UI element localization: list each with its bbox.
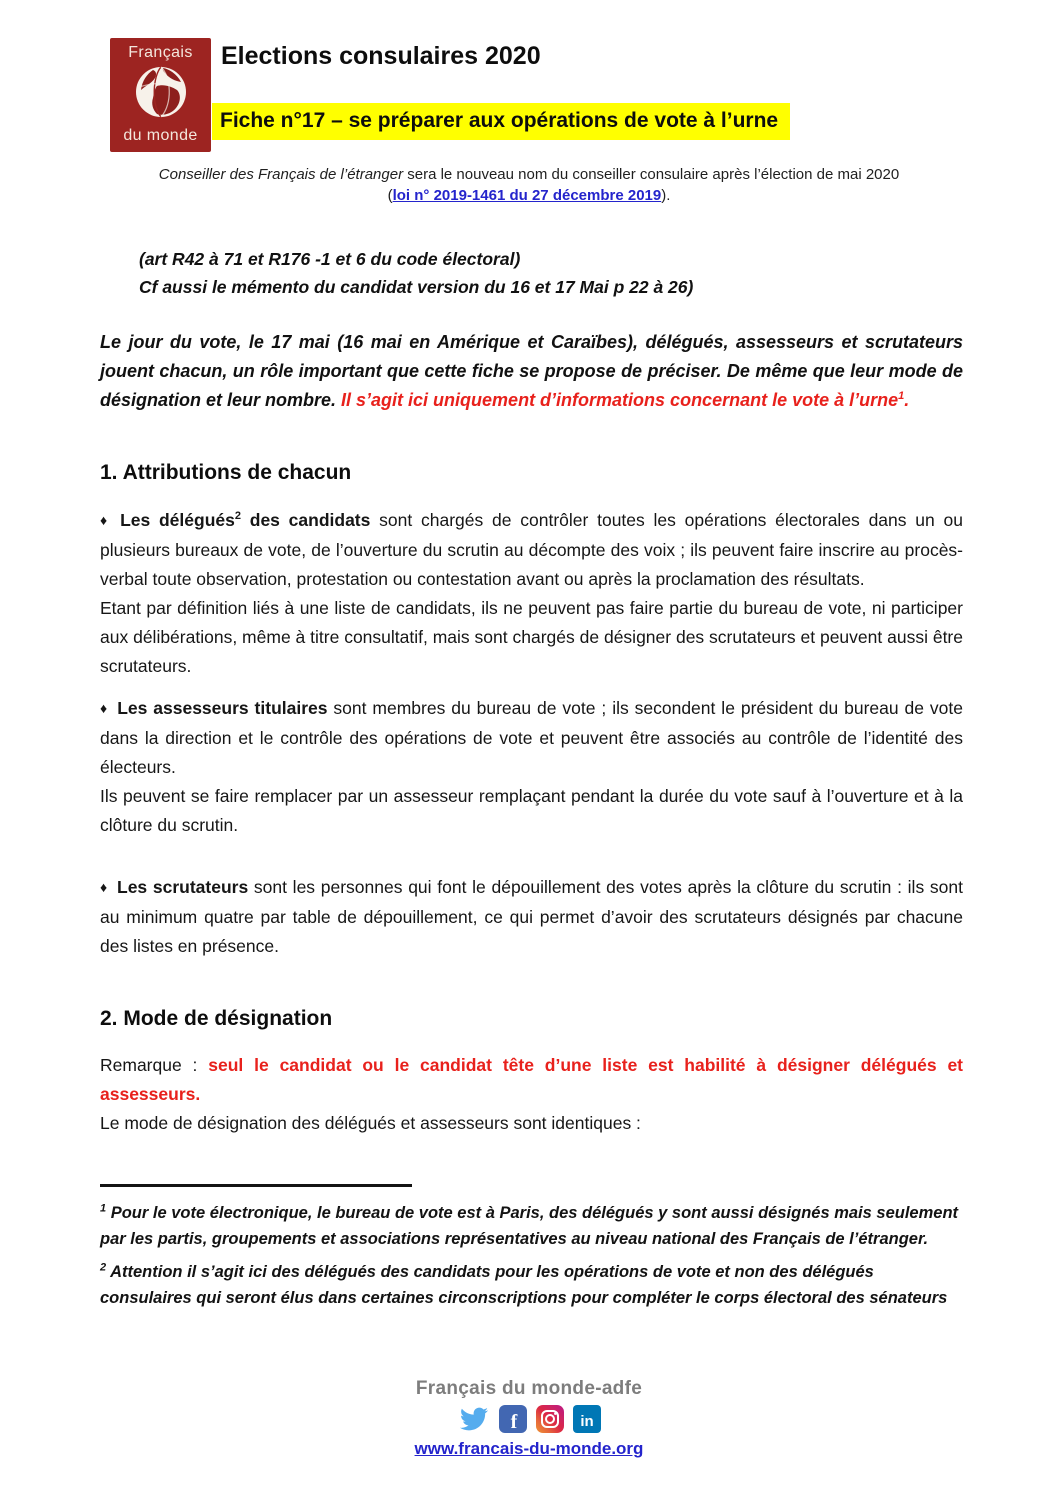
delegues-bold-lead: Les délégués: [120, 510, 235, 530]
intro-red-text: Il s’agit ici uniquement d’informations concernant le vote à l’urne: [341, 390, 899, 410]
footnote-1-text: Pour le vote électronique, le bureau de vote est à Paris, des délégués y sont aussi désignés mais seulement par les partis, groupements et associations représentatives au niveau national des Français de l’étranger.: [100, 1204, 959, 1248]
delegues-bold-tail: des candidats: [240, 510, 371, 530]
ref-line-2: Cf aussi le mémento du candidat version du 16 et 17 Mai p 22 à 26): [139, 277, 694, 297]
footnote-2-text: Attention il s’agit ici des délégués des candidats pour les opérations de vote et non des délégués consulaires qui seront élus dans certaines circonscriptions pour compléter le corps électoral des sénateurs: [100, 1263, 948, 1307]
intro-paragraph: [100, 328, 963, 415]
paragraph-scrutateurs: [100, 873, 963, 961]
footer: [0, 1378, 1058, 1459]
paragraph-remarque: [100, 1051, 963, 1109]
organization-name: Français du monde-adfe: [415, 1378, 643, 1399]
remarque-red-text: seul le candidat ou le candidat tête d’une liste est habilité à désigner délégués et assesseurs.: [100, 1055, 964, 1104]
footnote-1: [100, 1200, 963, 1252]
paragraph-delegues: [100, 506, 963, 594]
paragraph-assesseurs: [100, 694, 963, 782]
remarque-label: Remarque :: [100, 1055, 209, 1075]
paragraph-mode-designation: [100, 1109, 963, 1138]
section-2-heading: 2. Mode de désignation: [100, 1007, 333, 1030]
notice-italic-phrase: Conseiller des Français de l’étranger: [158, 166, 404, 183]
footnotes: [100, 1184, 963, 1318]
delegues-text: sont chargés de contrôler toutes les opérations électorales dans un ou plusieurs bureaux de vote, de l’ouverture du scrutin au décompte des voix ; ils peuvent faire inscrire au procès-verbal toute observation, protestation ou contestation avant ou après la proclamation des résultats.: [100, 510, 963, 589]
diamond-bullet-icon: ♦: [100, 700, 109, 716]
footnote-ref-2: 2: [234, 510, 241, 523]
paragraph-assesseurs-suite: [100, 782, 963, 840]
footnote-ref-1: 1: [898, 390, 905, 402]
footnote-2-marker: 2: [100, 1261, 107, 1274]
notice-paren-open: (: [387, 187, 393, 204]
delegues-suite-text: Etant par définition liés à une liste de candidats, ils ne peuvent pas faire partie du bureau de vote, ni participer aux délibérations, même à titre consultatif, mais sont chargés de désigner des scrutateurs et peuvent aussi être scrutateurs.: [100, 598, 963, 676]
ref-line-1: (art R42 à 71 et R176 -1 et 6 du code électoral): [139, 249, 521, 269]
footnote-1-marker: 1: [100, 1202, 107, 1215]
main-body: [100, 461, 963, 1138]
scrutateurs-text: sont les personnes qui font le dépouillement des votes après la clôture du scrutin : ils sont au minimum quatre par table de dépouillement, ce qui permet d’avoir des scrutateurs désignés par chacune des listes en présence.: [100, 877, 963, 956]
twitter-icon[interactable]: [458, 1405, 490, 1433]
assesseurs-bold-lead: Les assesseurs titulaires: [117, 698, 328, 718]
website-link[interactable]: www.francais-du-monde.org: [414, 1439, 644, 1458]
legal-references: [139, 245, 693, 301]
assesseurs-suite-text: Ils peuvent se faire remplacer par un assesseur remplaçant pendant la durée du vote sauf à l’ouverture et à la clôture du scrutin.: [100, 786, 963, 835]
law-link[interactable]: loi n° 2019-1461 du 27 décembre 2019: [392, 187, 662, 204]
francais-du-monde-logo: [110, 38, 211, 152]
facebook-icon[interactable]: [499, 1405, 527, 1433]
notice-rest: sera le nouveau nom du conseiller consulaire après l’élection de mai 2020: [403, 166, 900, 183]
mode-designation-text: Le mode de désignation des délégués et assesseurs sont identiques :: [100, 1113, 641, 1133]
fiche-subtitle-highlight: Fiche n°17 – se préparer aux opérations de vote à l’urne: [212, 103, 790, 140]
notice-text: [0, 164, 1058, 206]
intro-black-text: Le jour du vote, le 17 mai (16 mai en Amérique et Caraïbes), délégués, assesseurs et scrutateurs jouent chacun, un rôle important que cette fiche se propose de préciser. De même que leur mode de désignation et leur nombre.: [100, 332, 963, 410]
paragraph-delegues-suite: [100, 594, 963, 681]
logo-text-bottom: du monde: [123, 127, 198, 144]
footnote-2: [100, 1259, 963, 1311]
diamond-bullet-icon: ♦: [100, 512, 112, 528]
assesseurs-text: sont membres du bureau de vote ; ils secondent le président du bureau de vote dans la direction et le contrôle des opérations de vote et peuvent être associés au contrôle de l’identité des électeurs.: [100, 698, 963, 777]
notice-paren-close: ).: [661, 187, 671, 204]
intro-red-period: .: [904, 390, 910, 410]
linkedin-icon[interactable]: [573, 1405, 601, 1433]
scrutateurs-bold-lead: Les scrutateurs: [117, 877, 249, 897]
footnote-separator: [100, 1184, 412, 1187]
page-title: Elections consulaires 2020: [221, 42, 541, 70]
section-1-heading: 1. Attributions de chacun: [100, 461, 352, 484]
globe-icon: [133, 64, 189, 125]
svg-text:in: in: [579, 1413, 594, 1430]
social-icons-row: [0, 1404, 1058, 1434]
logo-text-top: Français: [128, 44, 193, 61]
svg-text:f: f: [510, 1411, 517, 1433]
instagram-icon[interactable]: [536, 1405, 564, 1433]
diamond-bullet-icon: ♦: [100, 879, 108, 895]
